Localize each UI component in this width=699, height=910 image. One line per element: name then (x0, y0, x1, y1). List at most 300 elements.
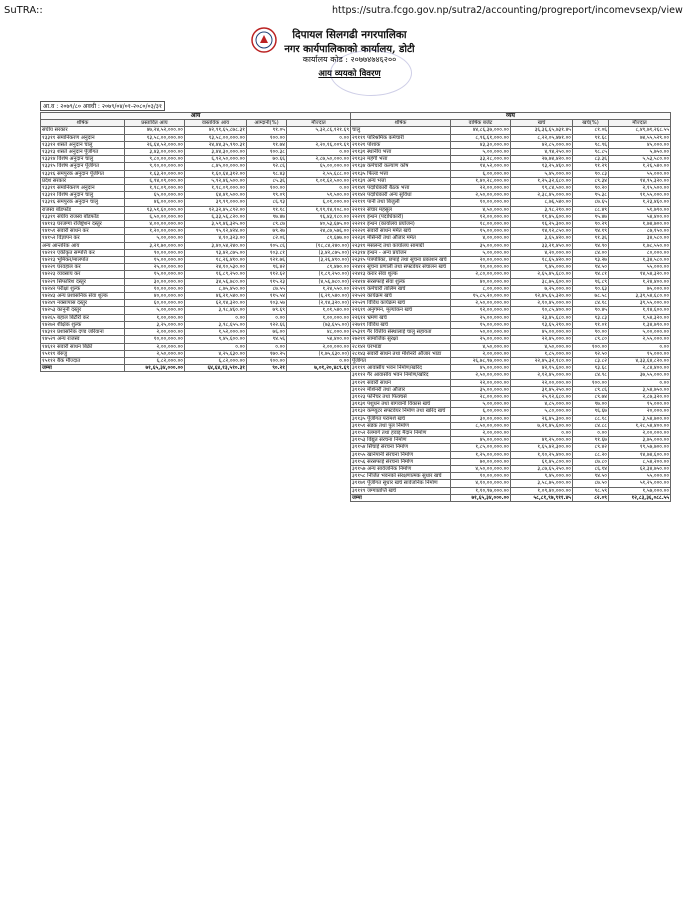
income-table-row (41, 199, 351, 206)
income-table-row (41, 163, 351, 170)
income-row-value: १,००,०००.०० (125, 314, 185, 321)
income-table-row (41, 235, 351, 242)
expense-row-value: ९३.२७ (573, 257, 609, 264)
income-table-row (41, 185, 351, 192)
expense-row-title: जम्मा (351, 494, 451, 501)
income-row-value: ९९.०९ (247, 192, 287, 199)
expense-table-row (351, 343, 671, 350)
expense-table-row (351, 365, 671, 372)
income-row-value: २,००,०००.०० (125, 343, 185, 350)
expense-row-value: ९४.१९ (573, 228, 609, 235)
expense-table-row (351, 401, 671, 408)
expense-row-value: ३५,००,०००.०० (451, 386, 511, 393)
expense-row-value: २,५०,००,०००.०० (451, 192, 511, 199)
income-row-value: १,०१,५४०.०० (287, 307, 351, 314)
expense-row-value: १४,९५,३२०.०० (609, 177, 671, 184)
expense-row-value: १,८५,००,०००.०० (451, 444, 511, 451)
income-row-title: १३३१६ समपुरक अनुदान चालु (41, 199, 125, 206)
income-row-value: (१,८९,२५०.००) (287, 271, 351, 278)
income-row-value: २४,४४,३५,९९०.३१ (185, 141, 247, 148)
expense-table-row (351, 350, 671, 357)
expense-table-row (351, 127, 671, 134)
income-row-value: २,५५,६८८.०० (287, 170, 351, 177)
expense-row-value: २६,४५,३००.०० (511, 415, 573, 422)
expense-row-title: ३११५१ सडक तथा पुल निर्माण (351, 422, 451, 429)
expense-row-value: ८७.८० (573, 458, 609, 465)
income-row-title: १५१११ बेरुजु (41, 350, 125, 357)
expense-row-value: ९०.४५ (573, 307, 609, 314)
income-row-value: १२१.७६ (247, 257, 287, 264)
expense-row-value: २६,७८,९७,०००.०० (451, 357, 511, 364)
expense-row-value: ७५,०००.०० (609, 285, 671, 292)
income-row-value: १००.३८ (247, 149, 287, 156)
expense-row-value: ९६.८९ (573, 278, 609, 285)
income-row-title: १३३१६ समपुरक अनुदान पूँजीगत (41, 170, 125, 177)
income-row-value: ३,९८,४६०.०० (185, 307, 247, 314)
expense-row-title: ३११५४ सिंचाई संरचना निर्माण (351, 444, 451, 451)
expense-row-title: चालु (351, 127, 451, 134)
income-row-value: ६४,६४,१३,५१०.३१ (185, 365, 247, 372)
expense-row-value: ८७.६५ (573, 199, 609, 206)
expense-row-value: ८३.३६ (573, 156, 609, 163)
income-row-value: (२,१४,३२०.००) (287, 300, 351, 307)
income-row-value: ५,९२,४६,५००.०० (185, 177, 247, 184)
expense-row-value: २,३८,४५,०००.०० (511, 192, 573, 199)
income-row-title: राजस्व बाँडफाँड (41, 206, 125, 213)
expense-table-row (351, 170, 671, 177)
expense-row-value: ४,१०,००,०००.०० (451, 480, 511, 487)
expense-row-value: ९०.०० (573, 329, 609, 336)
expense-row-value: ७,२५,०००.०० (511, 285, 573, 292)
income-row-value: ४६,००,०००.०० (125, 199, 185, 206)
expense-row-value: १,२६,५४०.०० (609, 163, 671, 170)
income-row-value: ९०.२१ (247, 365, 287, 372)
expense-row-value: १४,१२,८५०.०० (511, 228, 573, 235)
income-row-value: ९८.४३ (247, 170, 287, 177)
expense-row-value: २७,७४,४२०.०० (511, 156, 573, 163)
income-row-value: ९६.४२ (247, 264, 287, 271)
expense-row-value: ८८.४९ (573, 206, 609, 213)
expense-row-title: ३११५२ रेलमार्ग तथा हवाइ मैदान निर्माण (351, 429, 451, 436)
income-row-title: १४१५१ सवारी साधन कर (41, 228, 125, 235)
expense-table-row (351, 293, 671, 300)
income-row-title: अन्य आन्तरिक आय (41, 242, 125, 249)
expense-row-value: ८,२२,०५,४७१.०० (511, 134, 573, 141)
expense-row-value: ३९,५५,०००.०० (609, 300, 671, 307)
expense-table-row (351, 494, 671, 501)
expense-table-row (351, 278, 671, 285)
expense-row-title: ३११३५ पूँजीगत परामर्श खर्च (351, 415, 451, 422)
income-row-title: प्रदेश सरकार (41, 177, 125, 184)
expense-table-row (351, 415, 671, 422)
expense-row-value: ३६,३६,६५,७३१.४५ (511, 127, 573, 134)
expense-row-title: २११४१ पदाधिकारी बैठक भत्ता (351, 185, 451, 192)
expense-row-value: १०,८५,४००.०० (511, 307, 573, 314)
income-row-value: ५४,४००.०० (287, 336, 351, 343)
income-row-title: १३३११ समानिकरण अनुदान (41, 185, 125, 192)
income-table-row (41, 300, 351, 307)
income-table-row (41, 221, 351, 228)
expense-row-value: २५,००,०००.०० (451, 336, 511, 343)
expense-row-value: २,८४,४००.०० (609, 365, 671, 372)
expense-row-value: १२,४५,६५,३२०.०० (511, 293, 573, 300)
expense-table-row (351, 386, 671, 393)
expense-row-value: ८,००,०००.०० (451, 285, 511, 292)
expense-row-value: ९३.६८ (573, 365, 609, 372)
browser-header (0, 0, 699, 22)
expense-row-value: ९३.८३ (573, 314, 609, 321)
income-table-row (41, 127, 351, 134)
income-row-value: ४६,२१,५४०.०० (185, 293, 247, 300)
income-section-title: आय (41, 113, 351, 120)
expense-row-value: ४,५०,०००.०० (451, 343, 511, 350)
income-table-row (41, 141, 351, 148)
expense-row-title: ३११२१ सवारी साधन (351, 379, 451, 386)
income-table-row (41, 314, 351, 321)
income-row-value: ०.०० (247, 343, 287, 350)
expense-row-value: ९०.२९ (573, 221, 609, 228)
expense-row-value: ८८.१८ (573, 415, 609, 422)
income-row-value: ६,८२,०००.०० (185, 357, 247, 364)
income-row-value: १,००,०००.०० (287, 314, 351, 321)
income-row-value: १३,५८,००,०००.०० (185, 134, 247, 141)
expense-row-value: ५,००,०००.०० (609, 329, 671, 336)
expense-table-row (351, 336, 671, 343)
income-row-value: ८६.९३ (247, 199, 287, 206)
expense-row-title: २७२११ सामाजिक सुरक्षा (351, 336, 451, 343)
fiscal-period: आ.व : २०७९/८० अवधी : २०७९/०४/०१-२०८०/०३/३१ (40, 101, 165, 111)
expense-table-row (351, 480, 671, 487)
expense-row-value: ८४.९८ (573, 372, 609, 379)
income-row-title: १३३११ समानिकरण अनुदान (41, 134, 125, 141)
income-row-value: ६५,००,०००.०० (125, 192, 185, 199)
income-row-value: ४८,०००.०० (287, 329, 351, 336)
expense-table-row (351, 271, 671, 278)
expense-table-row (351, 156, 671, 163)
income-row-title: १४२४२ परीक्षा शुल्क (41, 285, 125, 292)
expense-table-row (351, 372, 671, 379)
income-row-value: ९४.५६ (247, 336, 287, 343)
expense-row-title: ३११२२ मेशिनरी तथा औजार (351, 386, 451, 393)
income-row-value: ३,४३,००,०००.०० (125, 149, 185, 156)
income-row-value: ०.०० (247, 314, 287, 321)
income-table-row (41, 329, 351, 336)
income-column-header: वास्तविक आय (185, 120, 247, 127)
income-row-title: १४२१२ एकीकृत सम्पत्ति कर (41, 249, 125, 256)
expense-row-value: ८४.८८ (573, 422, 609, 429)
income-table-row (41, 257, 351, 264)
expense-row-value: ८०,०००.०० (609, 249, 671, 256)
expense-row-value: ८८.२० (573, 451, 609, 458)
expense-table-row (351, 192, 671, 199)
income-row-value: ६,९२,५०,०००.०० (185, 156, 247, 163)
expense-row-value: ५०,००,०००.०० (451, 329, 511, 336)
income-row-value: २,००,०००.०० (125, 329, 185, 336)
expense-row-value: १०,००,०००.०० (451, 473, 511, 480)
income-row-title: १४२७२ शैक्षिक शुल्क (41, 321, 125, 328)
income-row-value: ०.०० (287, 357, 351, 364)
income-row-value: ७१,६५,३४,०००.०० (125, 365, 185, 372)
income-column-header: शीर्षक (41, 120, 125, 127)
expense-table-row (351, 206, 671, 213)
expense-row-value: ८९.८६ (573, 386, 609, 393)
expense-row-value: ३,३९,५४,६८०.०० (609, 293, 671, 300)
income-row-value: ४२,९१,६५,८७८.३१ (185, 127, 247, 134)
income-row-value: १०३.५७ (247, 300, 287, 307)
expense-row-value: ८१.०६ (573, 127, 609, 134)
expense-row-value: २२,००,०००.०० (451, 379, 511, 386)
expense-row-value: १,२८,५४,४००.०० (609, 422, 671, 429)
expense-row-value: १,२५,३२,६८०.०० (511, 177, 573, 184)
expense-table-row (351, 307, 671, 314)
expense-table-row (351, 163, 671, 170)
income-row-value: ०.०० (287, 185, 351, 192)
income-row-value: ८९,६७७.०० (287, 235, 351, 242)
expense-row-value: २२,४५,०००.०० (511, 336, 573, 343)
expense-row-value: ४,२०,०००.०० (511, 249, 573, 256)
income-row-title: १४२६५ बहाल बिटौरी कर (41, 314, 125, 321)
income-row-value: १३,५८,००,०००.०० (125, 134, 185, 141)
expense-row-value: १२,००,०००.०० (451, 307, 511, 314)
office-code: कार्यालय कोड : २०७७४७४६२०० (302, 55, 397, 64)
expense-row-value: २२,००,०००.०० (451, 185, 511, 192)
income-row-value: (३,२६,४१०.००) (287, 257, 351, 264)
expense-row-title: २२६११ अनुगमन, मूल्यांकन खर्च (351, 307, 451, 314)
expense-row-value: २०,००,०००.०० (451, 257, 511, 264)
expense-table-row (351, 465, 671, 472)
office-name: नगर कार्यपालिकाको कार्यालय, डोटी (284, 44, 415, 55)
expense-row-title: ३११३१ पशुधन तथा बागवानी विकास खर्च (351, 401, 451, 408)
expense-row-value: ५,८०,०००.०० (511, 408, 573, 415)
expense-row-title: २२४१४ सरसफाई सेवा शुल्क (351, 278, 451, 285)
expense-row-value: ५५,०००.०० (609, 264, 671, 271)
income-table-row (41, 293, 351, 300)
income-row-value: १२२.६६ (247, 321, 287, 328)
income-row-value: ११५.२३ (247, 278, 287, 285)
income-table-row (41, 192, 351, 199)
expense-row-value: ३,८७,६५,२५०.०० (511, 465, 573, 472)
expense-row-value: १४,७४,६००.०० (609, 451, 671, 458)
income-row-value: १८,२६,४१०.०० (185, 257, 247, 264)
income-row-value: २५,००,०००.०० (125, 264, 185, 271)
expense-row-value: ०.०० (511, 429, 573, 436)
income-row-value: ८९.८७ (247, 221, 287, 228)
expense-row-value: ९०.८३ (573, 170, 609, 177)
income-row-value: २,५०,०००.०० (125, 350, 185, 357)
expense-row-value: ८,५०,००,०००.०० (451, 422, 511, 429)
expense-row-value: २,१०,४५,०००.०० (511, 300, 573, 307)
expense-table-row (351, 444, 671, 451)
expense-row-title: २२१११ पानी तथा बिजुली (351, 199, 451, 206)
expense-row-value: ४,००,०००.०० (451, 235, 511, 242)
income-table-row (41, 170, 351, 177)
income-table-row (41, 134, 351, 141)
income-row-value: ७९.२७ (247, 228, 287, 235)
income-row-value: १००.०० (247, 185, 287, 192)
income-row-title: १३३१२ विशेष अनुदान चालु (41, 192, 125, 199)
income-row-title: १४२४९ नक्सापास दस्तुर (41, 300, 125, 307)
income-row-title: १४२४३ अन्य प्रशासनिक सेवा शुल्क (41, 293, 125, 300)
expense-row-value: ९८.८५ (573, 149, 609, 156)
expense-table-row (351, 221, 671, 228)
expense-row-value: ८४.१८ (573, 300, 609, 307)
income-row-value: ८५.३६ (247, 177, 287, 184)
income-row-value: ९०,००,०००.०० (125, 249, 185, 256)
income-row-value: २४,१०,५३०.०० (185, 264, 247, 271)
expense-row-value: ९७.०० (573, 401, 609, 408)
income-column-header: आम्दानी(%) (247, 120, 287, 127)
income-table-row (41, 321, 351, 328)
expense-row-value: ५१,७९०.०० (609, 206, 671, 213)
expense-row-value: ९,४५,०००.०० (511, 264, 573, 271)
income-row-title: १३३१३ शसर्त अनुदान पूँजीगत (41, 149, 125, 156)
expense-row-value: १,४०,२८,०००.०० (451, 177, 511, 184)
expense-row-value: १,३४,५८०.०० (609, 257, 671, 264)
expense-row-value: ८९.४२ (573, 444, 609, 451)
expense-row-value: ११,५५,०००.०० (609, 192, 671, 199)
expense-row-title: ३११११ आवासीय भवन निर्माण/खरिद (351, 365, 451, 372)
expense-row-value: २३,४५,६८०.०० (511, 314, 573, 321)
expense-table-row (351, 185, 671, 192)
income-row-value: ११२.६२ (247, 271, 287, 278)
expense-row-value: २,८०,००,०००.०० (451, 271, 511, 278)
expense-row-title: २२५२२ कार्यक्रम खर्च (351, 293, 451, 300)
expense-table-row (351, 314, 671, 321)
income-row-value: ३९,९९,०००.०० (185, 199, 247, 206)
expense-table-row (351, 379, 671, 386)
expense-row-value: ५१,२५,०००.०० (609, 480, 671, 487)
expense-row-value: २५,००,०००.०० (451, 314, 511, 321)
expense-row-value: १,७८,५५०.०० (609, 242, 671, 249)
income-row-title: १४२२१ घरवहाल कर (41, 264, 125, 271)
page-url[interactable]: https://sutra.fcgo.gov.np/sutra2/accounting/progreport/incomevsexp/view (332, 5, 683, 16)
income-table-row (41, 228, 351, 235)
income-row-value: ४०,५३,६७५.०० (287, 221, 351, 228)
expense-row-value: १,२४,४००.०० (609, 278, 671, 285)
income-row-value: ६,९४,०९,०००.०० (125, 177, 185, 184)
income-row-value: (१,७५,६३०.००) (287, 350, 351, 357)
expense-row-title: ३११५७ अन्य सार्वजनिक निर्माण (351, 465, 451, 472)
expense-row-value: २,००,०००.०० (451, 350, 511, 357)
income-row-value: ८२.०६ (247, 235, 287, 242)
income-table-row (41, 350, 351, 357)
expense-row-value: ७,२१,४५,६००.०० (511, 422, 573, 429)
income-row-value: ३,२१,७०,०००.०० (125, 242, 185, 249)
expense-row-value: १,८५,०००.०० (511, 350, 573, 357)
income-row-value: १००.०० (247, 357, 287, 364)
income-row-value: ७,०१,२०,४८९.६९ (287, 365, 351, 372)
expense-row-value: ९५.३८ (573, 192, 609, 199)
expense-row-value: १,०९,४०,०००.०० (511, 487, 573, 494)
expense-row-title: २२७११ विविध खर्च (351, 321, 451, 328)
expense-column-header: मौज्दात (609, 120, 671, 127)
income-column-header: मौज्दात (287, 120, 351, 127)
expense-row-value: ४५,००,०००.०० (451, 437, 511, 444)
expense-row-value: १६,२५,३००.०० (511, 221, 573, 228)
income-row-value: १,५२,०००.०० (185, 329, 247, 336)
income-row-value: ८,४५,००,०००.०० (185, 163, 247, 170)
expense-row-value: १,६५,४२,३००.०० (511, 444, 573, 451)
expense-row-title: ३११५६ सरसफाई संरचना निर्माण (351, 458, 451, 465)
expense-row-value: ४२,८५,०००.०० (511, 141, 573, 148)
income-row-value: १०,००,०००.०० (125, 336, 185, 343)
expense-row-value: ८,७६,५४०.०० (511, 199, 573, 206)
income-row-title: १३३१२ शसर्त अनुदान चालु (41, 141, 125, 148)
expense-row-value: ८,९६,६१,०००.०० (451, 134, 511, 141)
income-row-value: ७९.६९ (247, 307, 287, 314)
expense-row-value: २२,४५,३२,१८०.०० (511, 357, 573, 364)
expense-row-value: ९१.६८ (573, 134, 609, 141)
income-row-value: ११५.५४ (247, 293, 287, 300)
expense-row-value: १५,०००.०० (609, 350, 671, 357)
expense-row-title: २२११२ संचार महसुल (351, 206, 451, 213)
expense-table-row (351, 393, 671, 400)
income-row-value: ४७,२४,५२,०००.०० (125, 127, 185, 134)
expense-row-title: २११३२ महंगी भत्ता (351, 156, 451, 163)
expense-row-value: २,५५,०००.०० (609, 336, 671, 343)
expense-row-value: ७१,६५,३४,०००.०० (451, 494, 511, 501)
expense-row-value: ९८.९६ (573, 141, 609, 148)
income-row-title: १३३११ संघीय राजस्व बाँडफाँड (41, 213, 125, 220)
expense-row-value: १२,००,०००.०० (451, 213, 511, 220)
income-table-row (41, 156, 351, 163)
expense-table-row (351, 357, 671, 364)
expense-row-value: ४५,००,०००.०० (451, 365, 511, 372)
expense-row-value: १४,५२,०००.०० (451, 163, 511, 170)
income-row-value: ९३,४२,८७५.०० (185, 249, 247, 256)
expense-table-row (351, 487, 671, 494)
expense-row-value: ९१.०१ (573, 321, 609, 328)
expense-row-title: २८१४३ सवारी साधन तथा मेशिनरी औजार भाडा (351, 350, 451, 357)
income-row-title: १३३१४ विशेष अनुदान चालु (41, 156, 125, 163)
income-row-title: १४३१२ प्रशासनिक दण्ड जरिवाना (41, 329, 125, 336)
expense-row-title: २२४१२ सूचना प्रणाली तथा सफ्टवेयर संचालन खर्च (351, 264, 451, 271)
expense-row-title: २२४१३ करार सेवा शुल्क (351, 271, 451, 278)
income-row-value: ३,९८,६५५.०० (185, 321, 247, 328)
expense-row-value: ०.०० (609, 343, 671, 350)
expense-row-title: २२२१२ इन्धन (कार्यालय प्रयोजन) (351, 221, 451, 228)
expense-row-value: ४३,३०,०००.०० (451, 141, 511, 148)
income-table-row (41, 177, 351, 184)
expense-row-value: ४,५०,०००.०० (511, 343, 573, 350)
income-row-value: १२,३२,४५,८९२.०० (185, 206, 247, 213)
income-row-value: २,००,०००.०० (287, 343, 351, 350)
expense-row-title: ३११२३ फर्निचर तथा फिक्चर्स (351, 393, 451, 400)
income-row-value: ३०,००,०००.०० (125, 278, 185, 285)
income-row-value: २६,६४,५२,०००.०० (125, 141, 185, 148)
expense-row-title: २२२२१ सवारी साधन मर्मत खर्च (351, 228, 451, 235)
expense-row-value: ११,४५,६००.०० (511, 213, 573, 220)
expense-table-row (351, 213, 671, 220)
expense-row-value: ९१.२९ (573, 163, 609, 170)
expense-row-value: ९१.६७ (573, 437, 609, 444)
expense-row-title: २११११ पारिश्रमिक कर्मचारी (351, 134, 451, 141)
income-row-value: १००.०० (247, 134, 287, 141)
expense-row-value: ७४,५५,५२९.०० (609, 134, 671, 141)
expense-table-row (351, 235, 671, 242)
expense-row-value: ८९.७४ (573, 393, 609, 400)
municipality-name: दिपायल सिलगढी नगरपालिका (292, 29, 407, 41)
expense-row-title: ३११७१ पूँजीगत सुधार खर्च सार्वजनिक निर्माण (351, 480, 451, 487)
income-row-value: ९१.१८ (247, 206, 287, 213)
expense-row-value: १,१४,६००.०० (609, 307, 671, 314)
income-row-value: १,६३,२०,०००.०० (125, 170, 185, 177)
expense-row-value: ८७.५० (573, 480, 609, 487)
income-row-value: १५,००,०००.०० (125, 271, 185, 278)
expense-row-value: ३५,००,०००.०० (451, 242, 511, 249)
income-row-value: १,१९,१४,१०८.०० (287, 206, 351, 213)
income-row-title: १४६१२ सवारी साधन बिक्री (41, 343, 125, 350)
